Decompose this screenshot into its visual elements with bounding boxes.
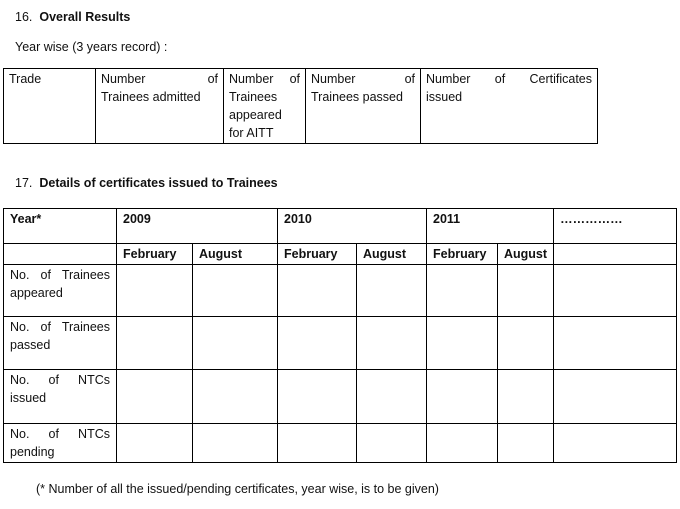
col-trade: Trade	[4, 69, 96, 144]
certificates-table	[3, 208, 677, 463]
col-trainees-passed: Number of Trainees passed	[306, 69, 421, 144]
year-ellipsis: ……………	[554, 209, 677, 244]
data-cell	[427, 317, 498, 370]
data-cell	[117, 424, 193, 463]
row-label-passed: No. of Trainees passed	[4, 317, 117, 370]
table-row	[4, 69, 598, 144]
data-cell	[554, 370, 677, 424]
data-cell	[554, 317, 677, 370]
data-cell	[278, 265, 357, 317]
data-cell	[357, 370, 427, 424]
data-cell	[498, 317, 554, 370]
data-cell	[193, 424, 278, 463]
data-cell	[278, 424, 357, 463]
data-cell	[357, 265, 427, 317]
data-cell	[357, 317, 427, 370]
data-cell	[498, 424, 554, 463]
row-label-ntcs-pending: No. of NTCs pending	[4, 424, 117, 463]
data-cell	[554, 265, 677, 317]
data-cell	[117, 265, 193, 317]
section-17-title: Details of certificates issued to Trainees	[39, 176, 278, 190]
table-row	[4, 424, 677, 463]
data-cell	[498, 370, 554, 424]
month-blank-cell	[4, 244, 117, 265]
data-cell	[498, 265, 554, 317]
row-label-ntcs-issued: No. of NTCs issued	[4, 370, 117, 424]
section-16-title: Overall Results	[39, 10, 131, 24]
month-2011-feb: February	[427, 244, 498, 265]
col-trainees-appeared: Number of Trainees appeared for AITT	[224, 69, 306, 144]
year-2010: 2010	[278, 209, 427, 244]
year-2011: 2011	[427, 209, 554, 244]
month-2010-aug: August	[357, 244, 427, 265]
data-cell	[117, 370, 193, 424]
year-2009: 2009	[117, 209, 278, 244]
data-cell	[278, 317, 357, 370]
overall-results-table	[3, 68, 598, 144]
month-2009-feb: February	[117, 244, 193, 265]
table-row	[4, 265, 677, 317]
row-label-appeared: No. of Trainees appeared	[4, 265, 117, 317]
data-cell	[427, 370, 498, 424]
table-row	[4, 209, 677, 244]
data-cell	[554, 424, 677, 463]
section-16-heading	[15, 10, 130, 24]
section-17-heading	[15, 176, 278, 190]
data-cell	[427, 424, 498, 463]
month-2010-feb: February	[278, 244, 357, 265]
table-row	[4, 370, 677, 424]
data-cell	[278, 370, 357, 424]
month-blank-cell	[554, 244, 677, 265]
data-cell	[193, 265, 278, 317]
month-2009-aug: August	[193, 244, 278, 265]
data-cell	[117, 317, 193, 370]
data-cell	[357, 424, 427, 463]
col-trainees-admitted: Number of Trainees admitted	[96, 69, 224, 144]
data-cell	[427, 265, 498, 317]
section-16-subtitle: Year wise (3 years record) :	[15, 40, 168, 54]
data-cell	[193, 370, 278, 424]
table-row	[4, 244, 677, 265]
data-cell	[193, 317, 278, 370]
section-16-number: 16.	[15, 10, 33, 24]
month-2011-aug: August	[498, 244, 554, 265]
section-17-number: 17.	[15, 176, 33, 190]
footnote: (* Number of all the issued/pending certificates, year wise, is to be given)	[36, 482, 439, 496]
col-certificates-issued: Number of Certificates issued	[421, 69, 598, 144]
table-row	[4, 317, 677, 370]
year-header: Year*	[4, 209, 117, 244]
